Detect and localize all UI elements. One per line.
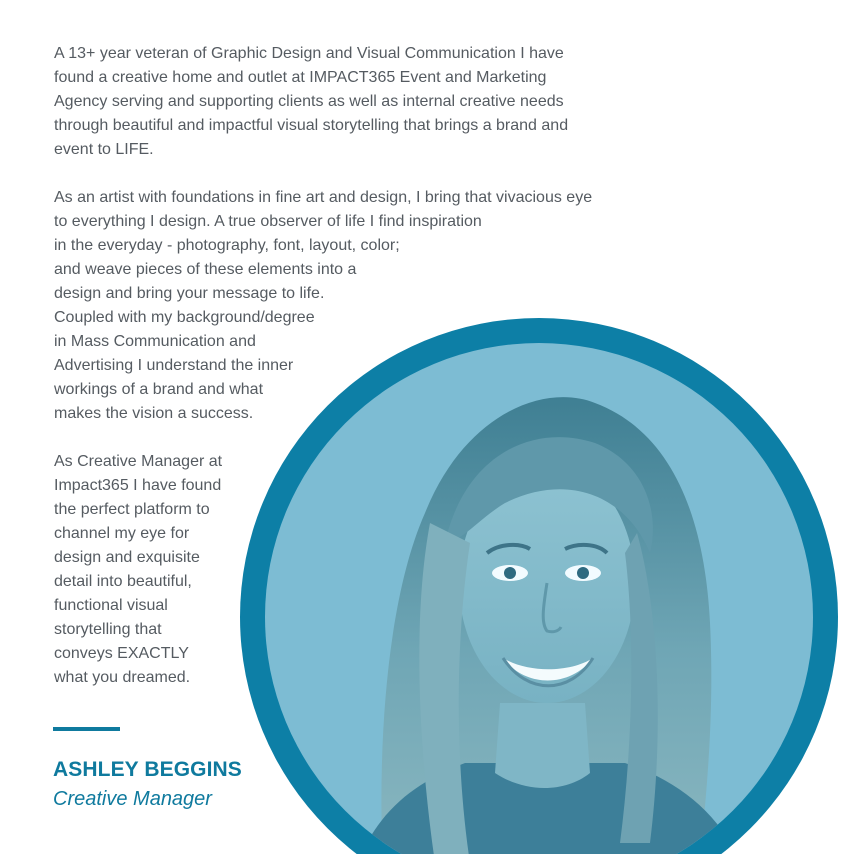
person-name: ASHLEY BEGGINS (53, 758, 242, 781)
accent-divider (53, 727, 120, 731)
bio-paragraph-3: As Creative Manager at Impact365 I have found the perfect platform to channel my eye for design and exquisite detail into beautiful, functional visual storytelling that conveys EXACTLY what you dreamed. (54, 453, 223, 686)
person-role: Creative Manager (53, 788, 212, 810)
bio-paragraph-1: A 13+ year veteran of Graphic Design and Visual Communication I have found a creative home and outlet at IMPACT365 Event and Marketing Agency serving and supporting clients as well as internal creative needs through beautiful and impactful visual storytelling that brings a brand and event to LIFE. (54, 45, 569, 158)
bio-paragraph-2: As an artist with foundations in fine art and design, I bring that vivacious eye to everything I design. A true observer of life I find inspiration in the everyday - photography, font, layout, color; and weave pieces of these elements into a design and bring your message to life. Coupled with my background/degree in Mass Communication and Advertising I understand the inner workings of a brand and what makes the vision a success. (54, 189, 593, 422)
bio-text (54, 42, 654, 714)
